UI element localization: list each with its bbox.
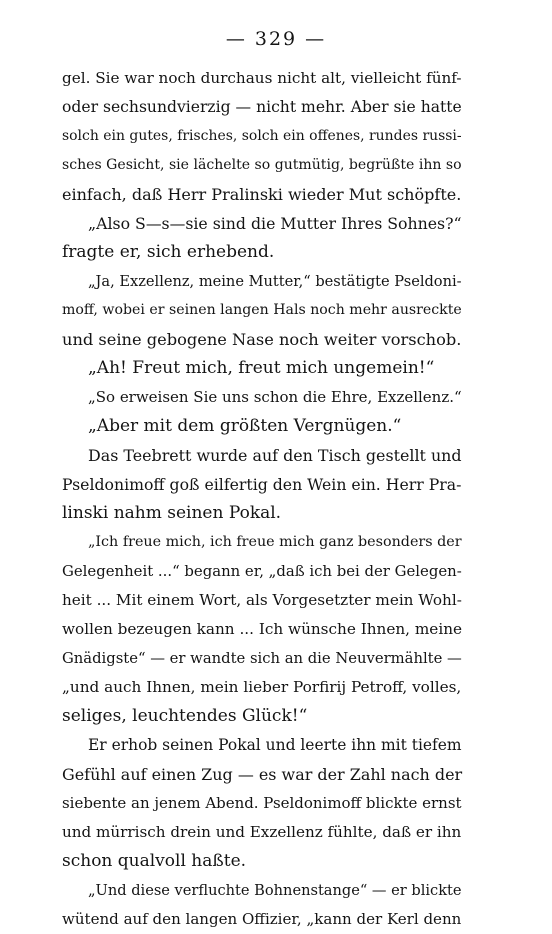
text-line: fragte er, sich erhebend. bbox=[62, 242, 275, 262]
text-line: und mürrisch drein und Exzellenz fühlte, daß er ihn bbox=[62, 823, 462, 841]
text-line: schon qualvoll haßte. bbox=[62, 851, 247, 871]
text-line: seliges, leuchtendes Glück!“ bbox=[62, 706, 308, 726]
text-line: wollen bezeugen kann ... Ich wünsche Ihnen, meine bbox=[62, 620, 463, 638]
text-line: „So erweisen Sie uns schon die Ehre, Exzellenz.“ bbox=[88, 388, 462, 406]
text-line: „Ah! Freut mich, freut mich ungemein!“ bbox=[88, 358, 435, 378]
text-line: sches Gesicht, sie lächelte so gutmütig, begrüßte ihn so bbox=[62, 157, 462, 173]
page-body bbox=[62, 64, 462, 934]
text-line: einfach, daß Herr Pralinski wieder Mut schöpfte. bbox=[62, 185, 462, 204]
text-line: Gelegenheit ...“ begann er, „daß ich bei der Gelegen- bbox=[62, 562, 462, 580]
text-line: „und auch Ihnen, mein lieber Porfirij Petroff, volles, bbox=[62, 678, 462, 696]
text-line: Er erhob seinen Pokal und leerte ihn mit tiefem bbox=[88, 736, 462, 754]
text-line: wütend auf den langen Offizier, „kann der Kerl denn bbox=[62, 910, 462, 928]
text-line: „Also S—s—sie sind die Mutter Ihres Sohnes?“ bbox=[88, 214, 462, 233]
text-line: siebente an jenem Abend. Pseldonimoff blickte ernst bbox=[62, 794, 462, 812]
text-line: solch ein gutes, frisches, solch ein offenes, rundes russi- bbox=[62, 128, 462, 144]
text-line: gel. Sie war noch durchaus nicht alt, vielleicht fünf- bbox=[62, 69, 462, 87]
text-line: linski nahm seinen Pokal. bbox=[62, 503, 282, 523]
text-line: Gnädigste“ — er wandte sich an die Neuvermählte — bbox=[62, 650, 462, 667]
text-line: „Aber mit dem größten Vergnügen.“ bbox=[88, 416, 402, 436]
page-number: — 329 — bbox=[225, 28, 327, 50]
text-line: moff, wobei er seinen langen Hals noch mehr ausreckte bbox=[62, 302, 462, 318]
text-line: und seine gebogene Nase noch weiter vorschob. bbox=[62, 330, 462, 349]
text-line: „Und diese verfluchte Bohnenstange“ — er blickte bbox=[88, 882, 462, 899]
text-line: Pseldonimoff goß eilfertig den Wein ein. Herr Pra- bbox=[62, 475, 462, 494]
text-line: heit ... Mit einem Wort, als Vorgesetzter mein Wohl- bbox=[62, 591, 462, 609]
text-line: Gefühl auf einen Zug — es war der Zahl nach der bbox=[62, 765, 463, 784]
text-line: Das Teebrett wurde auf den Tisch gestellt und bbox=[88, 446, 462, 465]
text-line: oder sechsundvierzig — nicht mehr. Aber sie hatte bbox=[62, 98, 462, 116]
text-line: „Ja, Exzellenz, meine Mutter,“ bestätigte Pseldoni- bbox=[88, 273, 462, 290]
text-line: „Ich freue mich, ich freue mich ganz besonders der bbox=[88, 534, 462, 550]
